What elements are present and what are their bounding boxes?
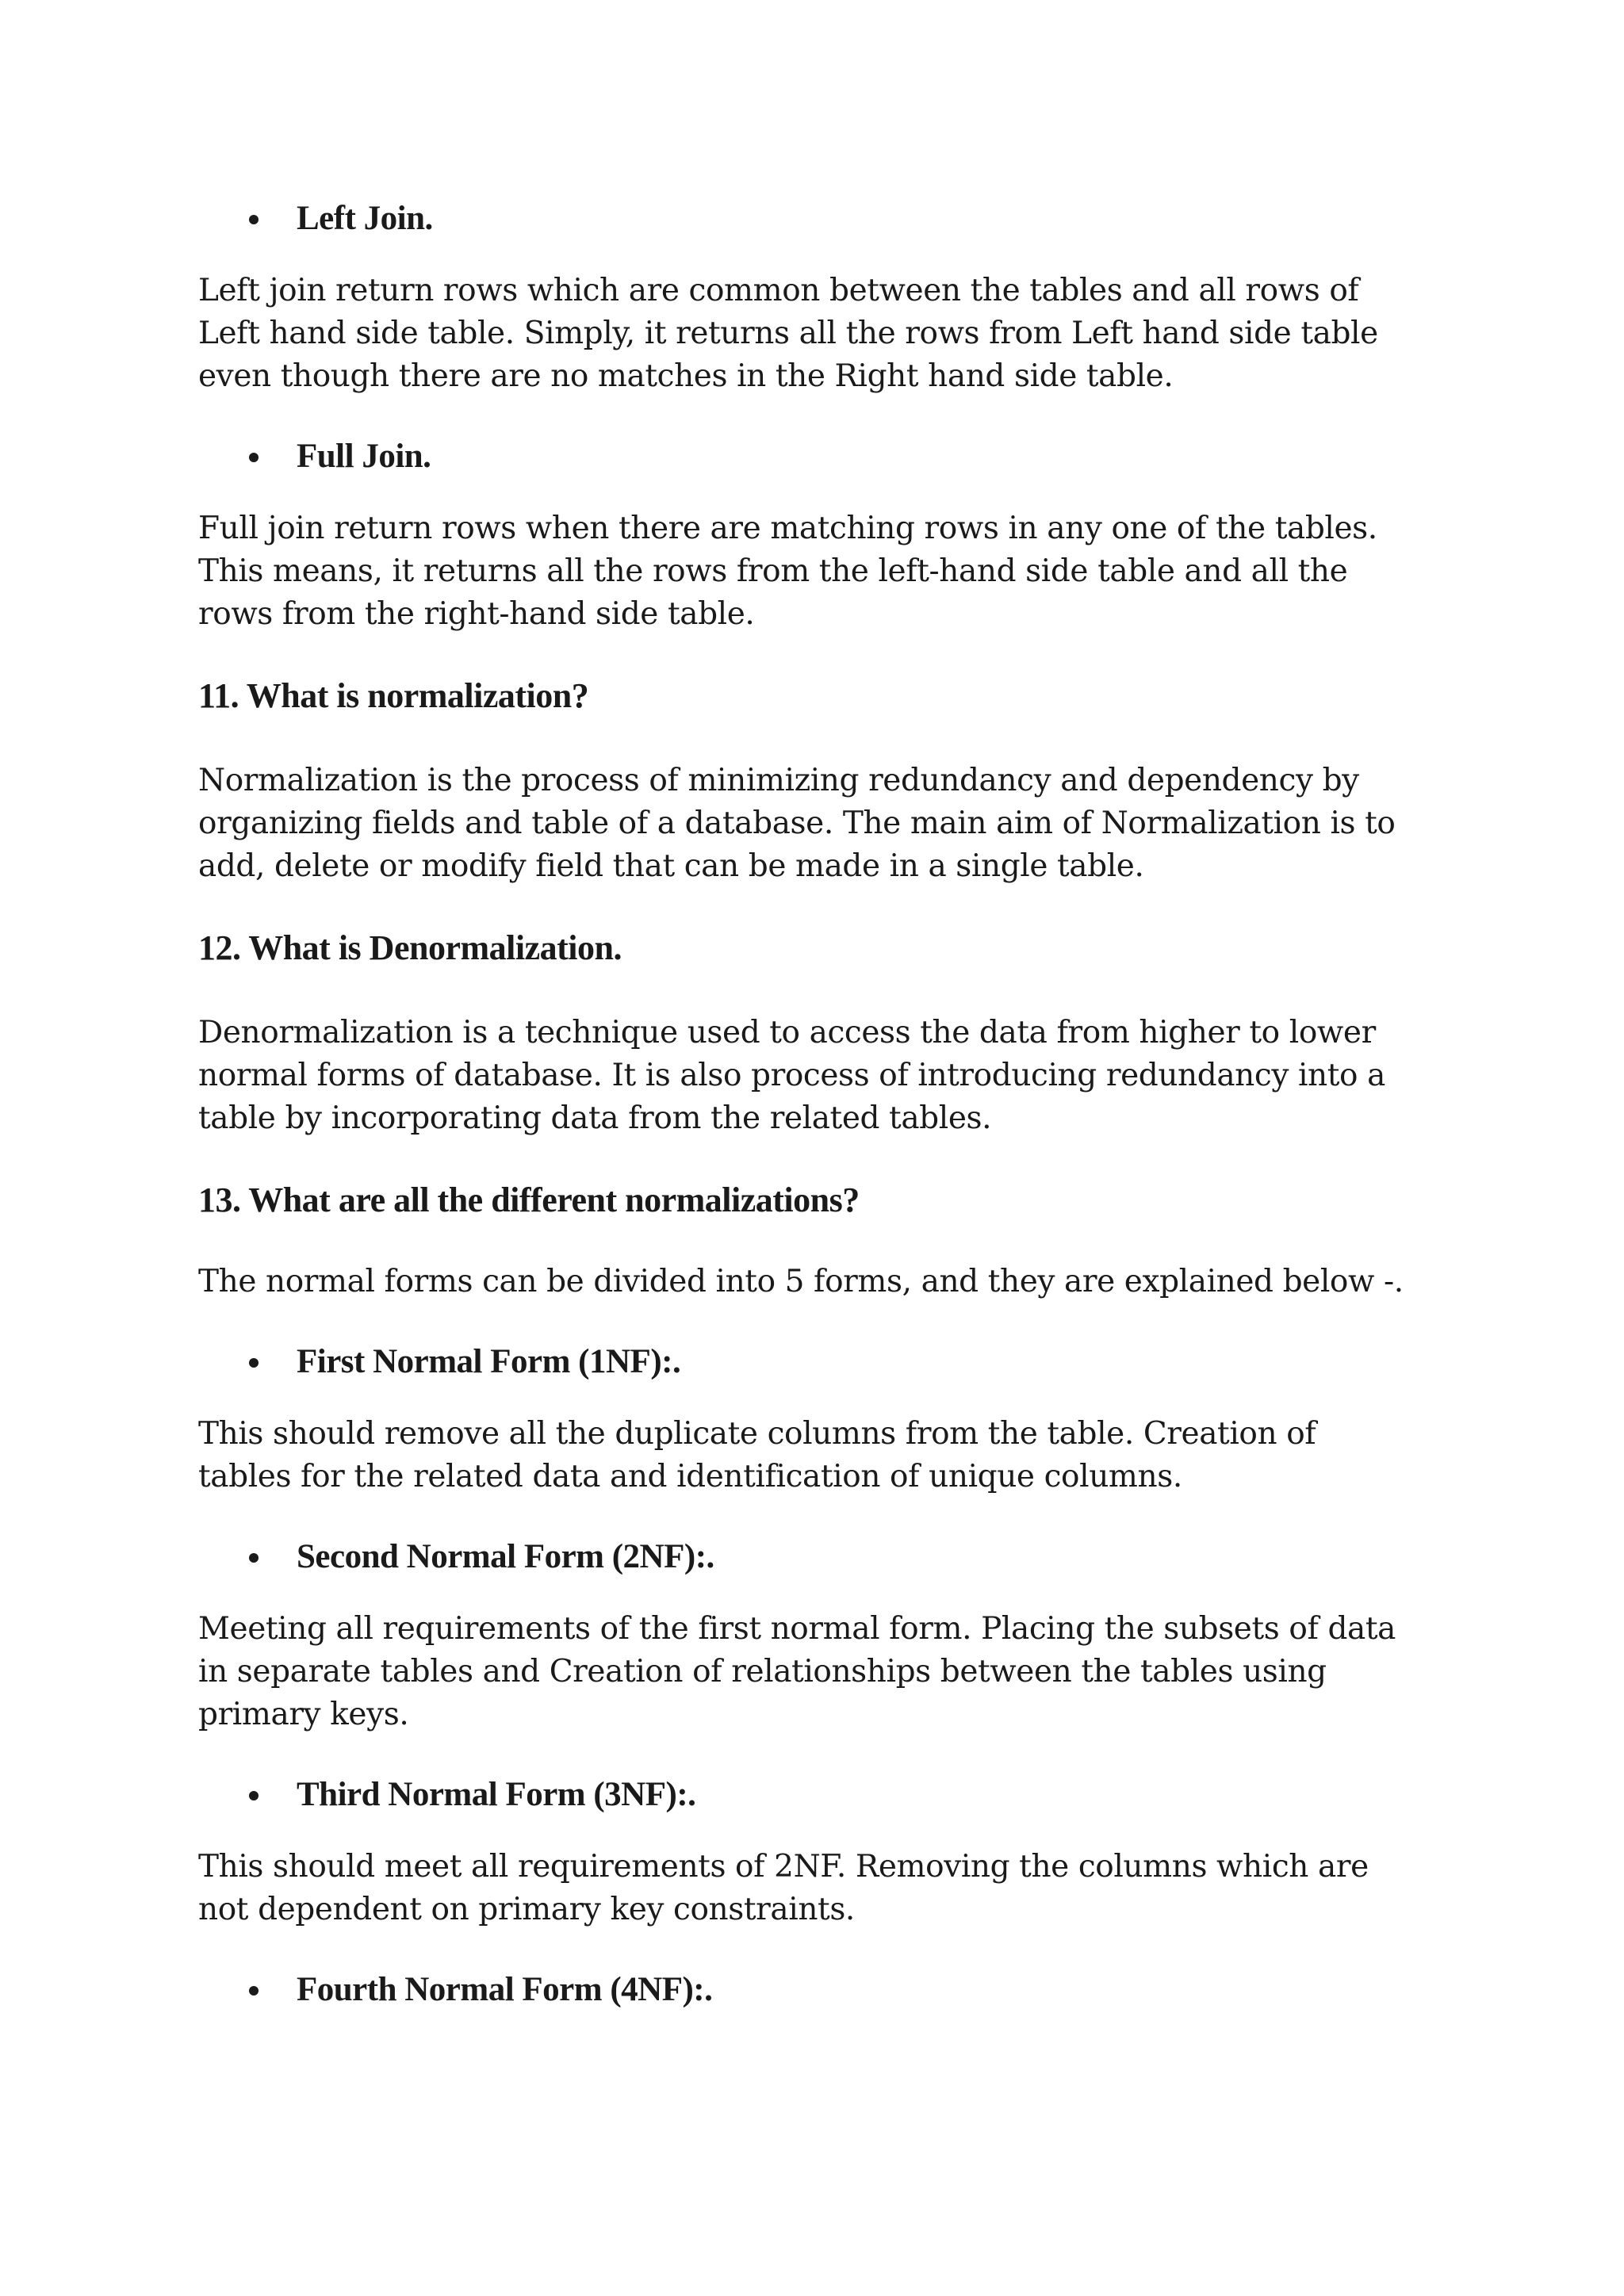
- bullet-text: Second Normal Form (2NF):.: [297, 1537, 714, 1575]
- text-line: add, delete or modify field that can be made in a single table.: [198, 848, 1144, 884]
- bullet-third-normal-form: [198, 1766, 1451, 1822]
- text-line: table by incorporating data from the related tables.: [198, 1100, 992, 1136]
- bullet-dot: [249, 1791, 259, 1800]
- text-line: Normalization is the process of minimizing redundancy and dependency by: [198, 763, 1359, 798]
- bullet-second-normal-form: [198, 1529, 1451, 1584]
- text-line: Meeting all requirements of the first normal form. Placing the subsets of data: [198, 1611, 1396, 1647]
- bullet-first-normal-form: [198, 1334, 1451, 1389]
- text-line: This means, it returns all the rows from the left-hand side table and all the: [198, 553, 1348, 589]
- bullet-text: Fourth Normal Form (4NF):.: [297, 1970, 713, 2008]
- bullet-dot: [249, 1986, 259, 1996]
- text-line: not dependent on primary key constraints.: [198, 1892, 855, 1927]
- text-line: normal forms of database. It is also process of introducing redundancy into a: [198, 1058, 1385, 1093]
- document-body: [198, 190, 1451, 2017]
- text-line: This should remove all the duplicate columns from the table. Creation of: [198, 1416, 1316, 1452]
- text-line: Left hand side table. Simply, it returns all the rows from Left hand side table: [198, 316, 1378, 351]
- bullet-dot: [249, 215, 259, 224]
- bullet-fourth-normal-form: [198, 1961, 1451, 2017]
- text-line: primary keys.: [198, 1697, 409, 1732]
- bullet-text: Full Join.: [297, 437, 431, 475]
- text-line: This should meet all requirements of 2NF. Removing the columns which are: [198, 1849, 1369, 1885]
- paragraph-denormalization: [198, 1012, 1451, 1140]
- text-line: even though there are no matches in the Right hand side table.: [198, 358, 1174, 394]
- bullet-left-join: [198, 190, 1451, 246]
- heading-different-normalizations: 13. What are all the different normalizations?: [198, 1181, 860, 1219]
- bullet-text: Left Join.: [297, 199, 433, 237]
- text-line: organizing fields and table of a database. The main aim of Normalization is to: [198, 806, 1396, 841]
- text-line: tables for the related data and identification of unique columns.: [198, 1459, 1182, 1494]
- bullet-full-join: [198, 428, 1451, 484]
- bullet-dot: [249, 1358, 259, 1368]
- text-line: Full join return rows when there are matching rows in any one of the tables.: [198, 511, 1377, 546]
- text-line: in separate tables and Creation of relationships between the tables using: [198, 1654, 1327, 1689]
- bullet-dot: [249, 453, 259, 462]
- paragraph-full-join: [198, 507, 1451, 636]
- paragraph-normal-forms-intro: [198, 1261, 1451, 1303]
- paragraph-2nf: [198, 1608, 1451, 1736]
- bullet-text: First Normal Form (1NF):.: [297, 1342, 681, 1380]
- paragraph-3nf: [198, 1846, 1451, 1931]
- paragraph-normalization: [198, 760, 1451, 888]
- text-line: rows from the right-hand side table.: [198, 596, 755, 632]
- text-line: Denormalization is a technique used to access the data from higher to lower: [198, 1015, 1376, 1050]
- bullet-dot: [249, 1553, 259, 1563]
- text-line: Left join return rows which are common between the tables and all rows of: [198, 273, 1359, 308]
- heading-normalization: 11. What is normalization?: [198, 676, 589, 715]
- heading-denormalization: 12. What is Denormalization.: [198, 928, 622, 967]
- paragraph-left-join: [198, 270, 1451, 398]
- paragraph-1nf: [198, 1413, 1451, 1498]
- bullet-text: Third Normal Form (3NF):.: [297, 1775, 696, 1813]
- text-line: The normal forms can be divided into 5 forms, and they are explained below -.: [198, 1264, 1404, 1299]
